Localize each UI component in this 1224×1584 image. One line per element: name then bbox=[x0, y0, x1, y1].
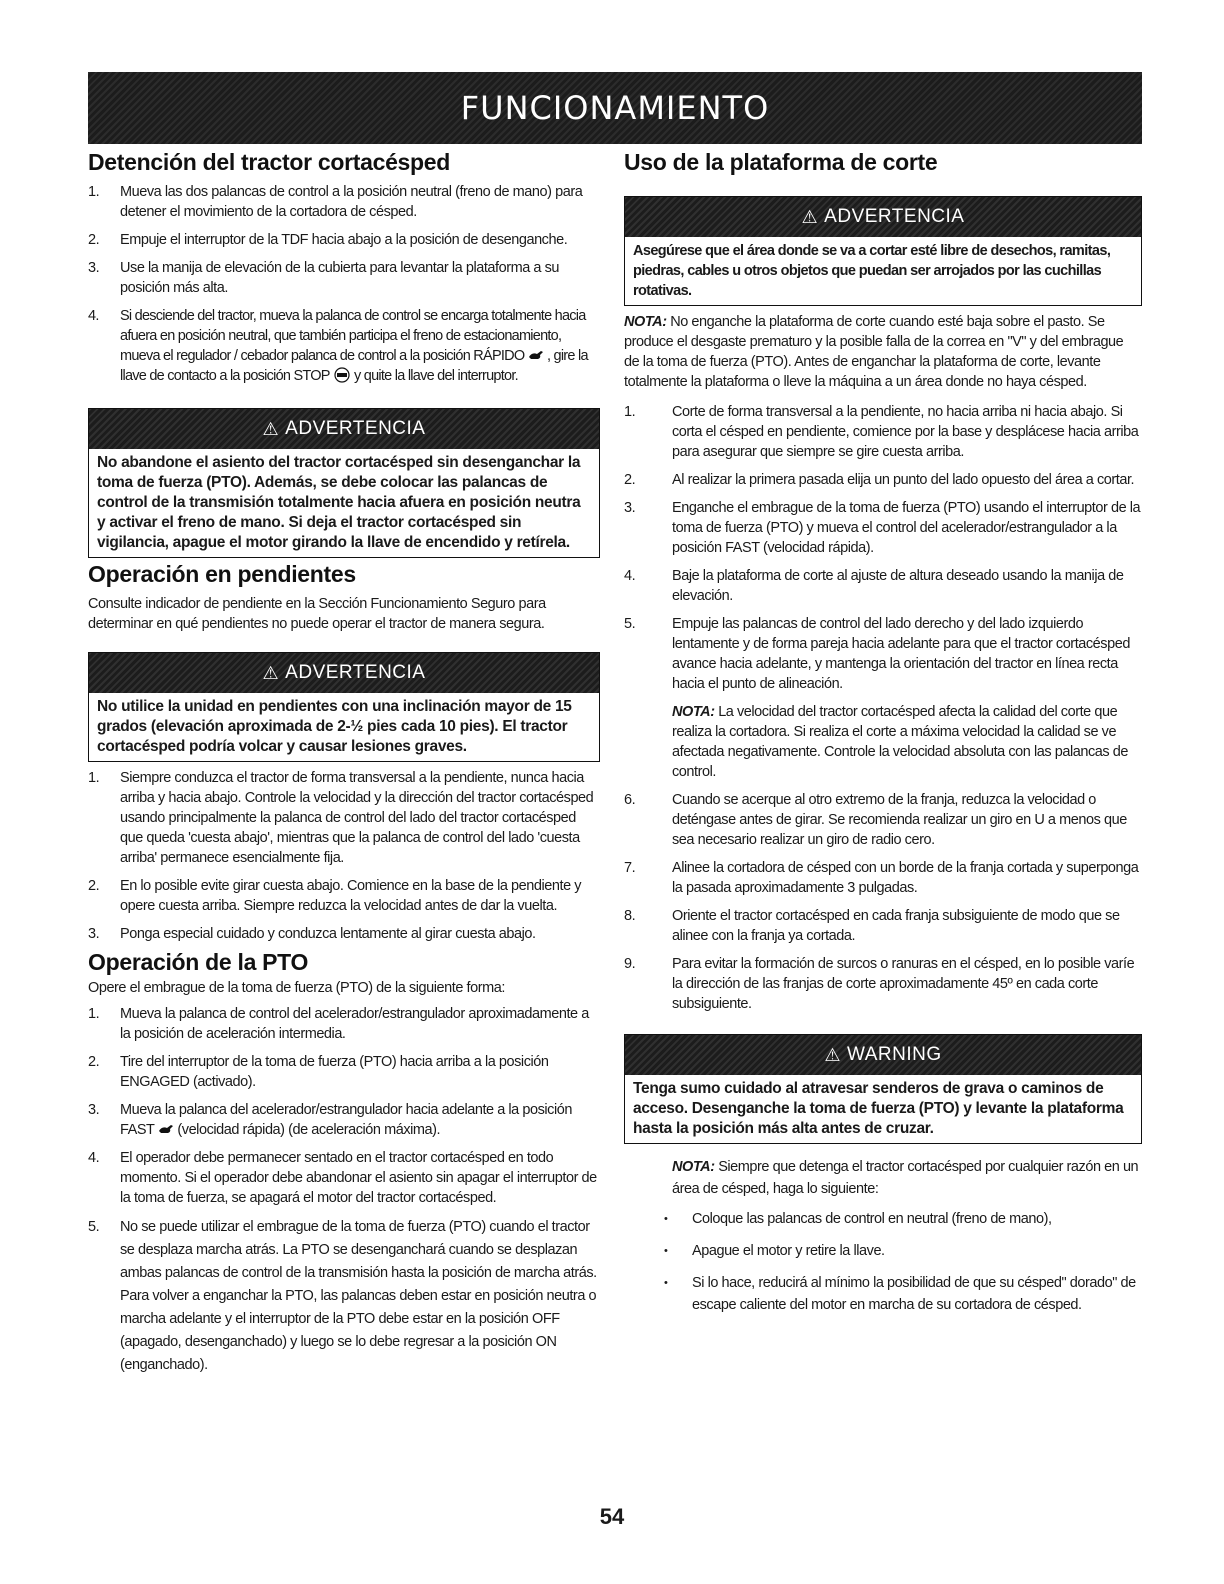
right-column bbox=[624, 149, 1142, 1326]
list-item: 4. Baje la plataforma de corte al ajuste de altura deseado usando la manija de elevación. bbox=[624, 568, 1124, 604]
list-item: 2. Empuje el interruptor de la TDF hacia abajo a la posición de desenganche. bbox=[88, 232, 568, 248]
slopes-section-title: Operación en pendientes bbox=[88, 561, 356, 587]
list-item: 7. Alinee la cortadora de césped con un borde de la franja cortada y superponga la pasada aproximadamente 3 pulgadas. bbox=[624, 860, 1139, 896]
warning-box-slope bbox=[88, 652, 600, 762]
list-item: 1. Mueva la palanca de control del acelerador/estrangulador aproximadamente a la posición de aceleración intermedia. bbox=[88, 1006, 589, 1042]
warning-text: No abandone el asiento del tractor cortacésped sin desenganchar la toma de fuerza (PTO). Además, se debe colocar las palancas de control de la transmisión totalmente hacia afuera en posición neutra y activar el freno de mano. Si deja el tractor cortacésped sin vigilancia, apague el motor girando la llave de encendido y retírela. bbox=[97, 454, 581, 551]
left-column bbox=[88, 149, 600, 1385]
warning-header: ⚠ ADVERTENCIA bbox=[625, 197, 1141, 237]
deck-steps-list bbox=[624, 402, 1142, 1014]
list-item: • Apague el motor y retire la llave. bbox=[624, 1240, 1142, 1262]
stop-section-title: Detención del tractor cortacésped bbox=[88, 149, 451, 175]
list-item: 1. Mueva las dos palancas de control a la posición neutral (freno de mano) para detener el movimiento de la cortadora de césped. bbox=[88, 184, 583, 220]
list-item: 1. Siempre conduzca el tractor de forma transversal a la pendiente, nunca hacia arriba y hacia abajo. Controle la velocidad y la dirección del tractor cortacésped usando principalmente la palanca de control del lado del tractor cortacésped que queda 'cuesta abajo', mientras que la palanca de control del lado 'cuesta arriba' permanece esencialmente fija. bbox=[88, 770, 594, 866]
rabbit-fast-icon bbox=[158, 1123, 174, 1135]
warning-box-debris bbox=[624, 196, 1142, 306]
warning-text: Asegúrese que el área donde se va a cortar esté libre de desechos, ramitas, piedras, cables u otros objetos que puedan ser arrojados por las cuchillas rotativas. bbox=[633, 243, 1111, 299]
warning-triangle-icon: ⚠ bbox=[262, 663, 280, 683]
pto-intro: Opere el embrague de la toma de fuerza (PTO) de la siguiente forma: bbox=[88, 980, 505, 996]
deck-nota: NOTA: No enganche la plataforma de corte cuando esté baja sobre el pasto. Se produce el desgaste prematuro y la posible falla de la correa en "V" y del embrague de la toma de fuerza (PTO). Antes de enganchar la plataforma de corte, levante totalmente la plataforma o lleve la máquina a un área donde no haya césped. bbox=[624, 314, 1124, 390]
warning-text: No utilice la unidad en pendientes con una inclinación mayor de 15 grados (elevación aproximada de 2-½ pies cada 10 pies). El tractor cortacésped podría volcar y causar lesiones graves. bbox=[97, 698, 572, 755]
warning-header: ⚠ WARNING bbox=[625, 1035, 1141, 1075]
list-item: 6. Cuando se acerque al otro extremo de la franja, reduzca la velocidad o deténgase antes de girar. Se recomienda realizar un giro en U a menos que sea necesario realizar un giro de radio cero. bbox=[624, 792, 1127, 848]
final-bullets bbox=[624, 1208, 1142, 1316]
list-item: • Coloque las palancas de control en neutral (freno de mano), bbox=[624, 1208, 1142, 1230]
list-item: 3. Use la manija de elevación de la cubierta para levantar la plataforma a su posición más alta. bbox=[88, 260, 560, 296]
list-item: 3. Ponga especial cuidado y conduzca lentamente al girar cuesta abajo. bbox=[88, 926, 536, 942]
pto-section-title: Operación de la PTO bbox=[88, 949, 309, 975]
list-item: 5. No se puede utilizar el embrague de la toma de fuerza (PTO) cuando el tractor se desplaza marcha atrás. La PTO se desenganchará cuando se desplazan ambas palancas de control de la transmisión hasta la posición de marcha atrás. Para volver a enganchar la PTO, las palancas deben estar en posición neutra o marcha adelante y el interruptor de la PTO debe estar en la posición OFF (apagado, desenganchado) y luego se lo debe regresar a la posición ON (enganchado). bbox=[88, 1219, 597, 1373]
warning-header: ⚠ ADVERTENCIA bbox=[89, 653, 599, 693]
pto-steps-list bbox=[88, 1004, 600, 1377]
stop-steps-list bbox=[88, 182, 600, 386]
list-item: 4. El operador debe permanecer sentado en el tractor cortacésped en todo momento. Si el operador debe abandonar el asiento sin apagar el interruptor de la toma de fuerza, se apagará el motor del tractor cortacésped. bbox=[88, 1150, 597, 1206]
list-item: 8. Oriente el tractor cortacésped en cada franja subsiguiente de modo que se alinee con la franja ya cortada. bbox=[624, 908, 1120, 944]
rabbit-fast-icon bbox=[528, 349, 544, 361]
warning-box-seat bbox=[88, 408, 600, 558]
banner-title: FUNCIONAMIENTO bbox=[460, 89, 770, 127]
list-item: 2. Tire del interruptor de la toma de fuerza (PTO) hacia arriba a la posición ENGAGED (activado). bbox=[88, 1054, 549, 1090]
warning-triangle-icon: ⚠ bbox=[801, 207, 819, 227]
deck-section-title: Uso de la plataforma de corte bbox=[624, 149, 938, 175]
list-item: 2. Al realizar la primera pasada elija un punto del lado opuesto del área a cortar. bbox=[624, 472, 1135, 488]
slopes-steps-list bbox=[88, 768, 600, 944]
list-item: 4. Si desciende del tractor, mueva la palanca de control se encarga totalmente hacia afuera en posición neutral, que también participa el freno de estacionamiento, mueva el regulador / cebador palanca de control a la posición RÁPIDO , gire la llave de contacto a la posición STOP y quite la llave del interruptor. bbox=[88, 308, 588, 384]
list-item: • Si lo hace, reducirá al mínimo la posibilidad de que su césped" dorado" de escape caliente del motor en marcha de su cortadora de césped. bbox=[624, 1272, 1142, 1316]
slopes-intro: Consulte indicador de pendiente en la Sección Funcionamiento Seguro para determinar en qué pendientes no puede operar el tractor de manera segura. bbox=[88, 596, 546, 632]
list-item: 2. En lo posible evite girar cuesta abajo. Comience en la base de la pendiente y opere cuesta arriba. Siempre reduzca la velocidad antes de dar la vuelta. bbox=[88, 878, 582, 914]
list-item: 5. Empuje las palancas de control del lado derecho y del lado izquierdo lentamente y de forma pareja hacia adelante para que el tractor cortacésped avance hacia adelante, y mantenga la orientación del tractor en línea recta hacia el punto de alineación. NOTA: La velocidad del tractor cortacésped afecta la calidad del corte que realiza la cortadora. Si realiza el corte a máxima velocidad la calidad se ve afectada negativamente. Controle la velocidad absoluta con las palancas de control. bbox=[624, 614, 1142, 782]
warning-header: ⚠ ADVERTENCIA bbox=[89, 409, 599, 449]
list-item: 9. Para evitar la formación de surcos o ranuras en el césped, en lo posible varíe la dirección de las franjas de corte aproximadamente 45º en cada corte subsiguiente. bbox=[624, 956, 1135, 1012]
final-nota: NOTA: Siempre que detenga el tractor cortacésped por cualquier razón en un área de césped, haga lo siguiente: bbox=[672, 1159, 1139, 1197]
warning-text: Tenga sumo cuidado al atravesar senderos de grava o caminos de acceso. Desenganche la toma de fuerza (PTO) y levante la plataforma hasta la posición más alta antes de cruzar. bbox=[633, 1080, 1124, 1137]
warning-box-gravel bbox=[624, 1034, 1142, 1144]
list-item: 3. Mueva la palanca del acelerador/estrangulador hacia adelante a la posición FAST (velocidad rápida) (de aceleración máxima). bbox=[88, 1102, 572, 1138]
stop-key-icon bbox=[333, 367, 351, 383]
warning-triangle-icon: ⚠ bbox=[262, 419, 280, 439]
list-item: 3. Enganche el embrague de la toma de fuerza (PTO) usando el interruptor de la toma de fuerza (PTO) y mueva el control del acelerador/estrangulador a la posición FAST (velocidad rápida). bbox=[624, 500, 1141, 556]
step-nota: NOTA: La velocidad del tractor cortacésped afecta la calidad del corte que realiza la cortadora. Si realiza el corte a máxima velocidad la calidad se ve afectada negativamente. Controle la velocidad absoluta con las palancas de control. bbox=[672, 704, 1128, 780]
warning-triangle-icon: ⚠ bbox=[824, 1045, 841, 1065]
section-banner bbox=[88, 72, 1142, 144]
page-number: 54 bbox=[599, 1504, 625, 1529]
list-item: 1. Corte de forma transversal a la pendiente, no hacia arriba ni hacia abajo. Si corta el césped en pendiente, comience por la base y desplácese hacia arriba para asegurar que siempre se gire cuesta arriba. bbox=[624, 404, 1139, 460]
